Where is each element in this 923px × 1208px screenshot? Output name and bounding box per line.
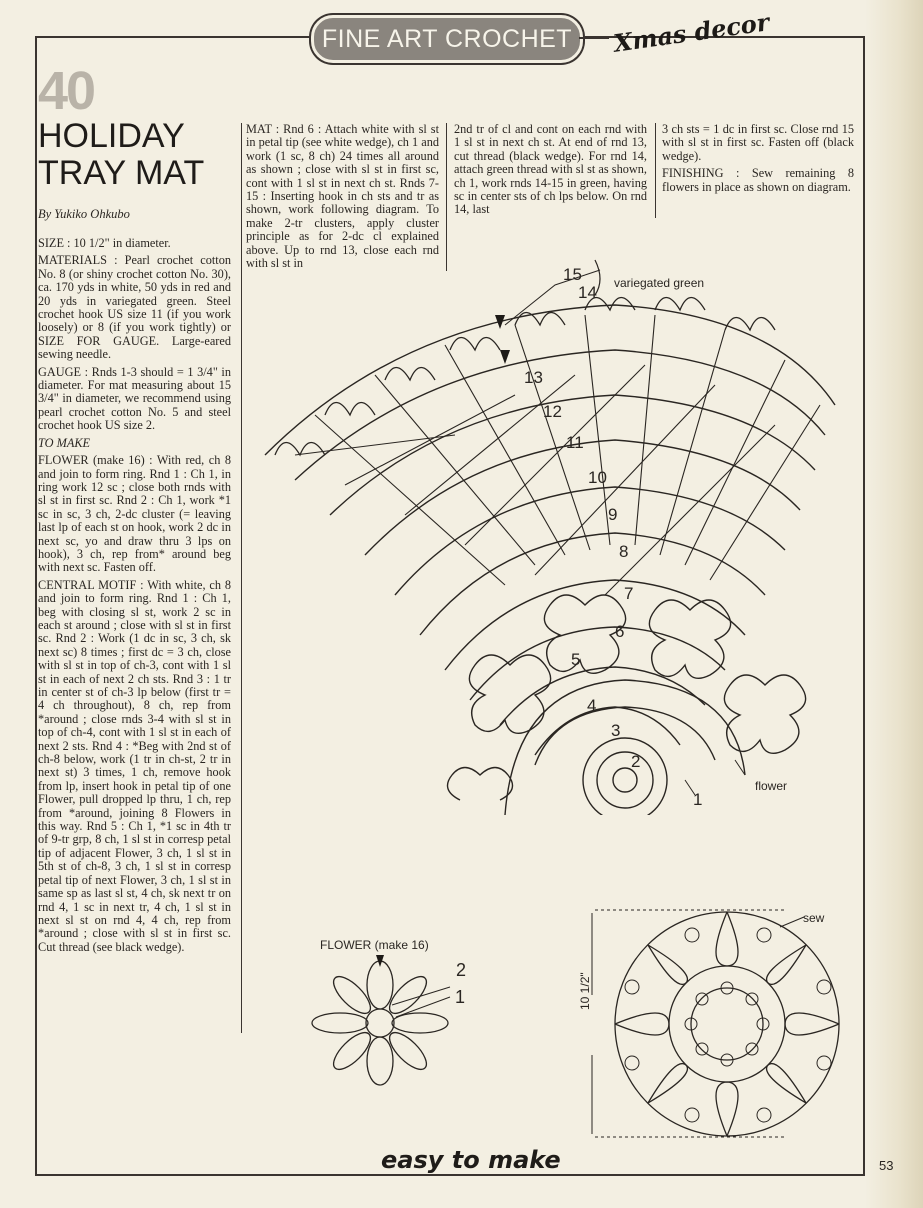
flower-round-1: 1 [455,987,466,1007]
instructions-column-3 [454,123,647,221]
flower-stitch-diagram [300,955,480,1095]
mat-paragraph: MAT : Rnd 6 : Attach white with sl st in petal tip (see white wedge), ch 1 and work (1 sc, 8 ch) 24 times all around as shown ; close with sl st in first sc, cont with 1 sl st in next ch st. Rnds 7-15 : Inserting hook in ch sts and tr as shown, work following diagram. To make 2-tr clusters, apply cluster principle as for 2-dc cl explained above. Up to rnd 13, close each rnd with sl st in [246,122,439,271]
round-label-10: 10 [588,468,607,487]
stitch-diagram [255,255,855,815]
round-label-11: 11 [566,433,584,452]
materials-paragraph: MATERIALS : Pearl crochet cotton No. 8 (or shiny crochet cotton No. 30), ca. 170 yds in white, 50 yds in red and 20 yds in variegated green. Steel crochet hook US size 11 (if you work loosely) or 8 (if you work tightly) or SIZE FOR GAUGE. Large-eared sewing needle. [38,253,231,362]
round-label-9: 9 [608,505,618,524]
gauge-paragraph: GAUGE : Rnds 1-3 should = 1 3/4" in diameter. For mat measuring about 15 3/4" in diameter, we recommend using pearl crochet cotton No. 5 and steel crochet hook US size 2. [38,364,231,433]
variegated-label: variegated green [614,276,705,290]
section-tag: Xmas decor [611,7,772,58]
finishing-paragraph: FINISHING : Sew remaining 8 flowers in place as shown on diagram. [662,166,854,194]
central-motif-paragraph: CENTRAL MOTIF : With white, ch 8 and join to form ring. Rnd 1 : Ch 1, beg with closing sl st, work 2 sc in each st around ; close with sl st in first sc. Rnd 2 : Work (1 dc in sc, 3 ch, sk next sc) 8 times ; first dc = 3 ch, close with sl st in top of ch-3, cont with 1 sl st in each of next 2 ch sts. Rnd 3 : 1 tr in center st of ch-3 lp below (first tr = 4 ch throughout), 8 ch, rep from *around ; close rnds 3-4 with sl st in top of ch-4, cont with 1 sl st in each of next 2 sts. Rnd 4 : *Beg with 2nd st of ch-8 below, work (1 tr in ch-st, 2 tr in next st) 3 times, 1 ch, remove hook from lp, insert hook in petal tip of one Flower, pull dropped lp thru, 1 ch, rep from *around, joining 8 Flowers in this way. Rnd 5 : Ch 1, *1 sc in 4th tr of 9-tr grp, 8 ch, 1 sl st in corresp petal tip of adjacent Flower, 3 ch, 1 sl st in 5th st of ch-8, 3 ch, 1 sl st in corresp petal tip of next Flower, 3 ch, 1 sl st in same sp as last sl st, 4 ch, sk next tr on rnd 4, 1 sc in next tr, 4 ch, 1 sl st in next sl st on rnd 4, 4 ch, rep from *around ; close with sl st in first sc. Cut thread (see black wedge). [38,577,231,954]
title-line-2: TRAY MAT [38,154,205,192]
section-header-label: FINE ART CROCHET [321,24,573,53]
easy-to-make-logo: easy to make [375,1146,567,1174]
flower-diagram-title: FLOWER (make 16) [320,938,429,952]
instructions-column-4 [662,123,854,198]
to-make-heading: TO MAKE [38,435,91,450]
flower-round-2: 2 [456,960,467,980]
title-line-1: HOLIDAY [38,117,185,155]
round-label-6: 6 [615,622,625,641]
diameter-label: 10 1/2" [578,972,592,1010]
round-label-5: 5 [571,650,581,669]
flower-label: flower [755,779,788,793]
column-divider-3 [655,123,656,218]
closing-paragraph: 3 ch sts = 1 dc in first sc. Close rnd 15 with sl st in first sc. Fasten off (black wedge). [662,122,854,163]
round-label-15: 15 [563,265,582,284]
mat-layout-diagram [580,905,850,1150]
round-label-3: 3 [611,721,621,740]
round-label-13: 13 [524,368,543,387]
byline: By Yukiko Ohkubo [38,207,130,221]
instructions-column-1 [38,237,231,958]
size-paragraph: SIZE : 10 1/2" in diameter. [38,236,171,250]
mat-continued-paragraph: 2nd tr of cl and cont on each rnd with 1 sl st in next ch st. At end of rnd 13, cut thread (black wedge). For rnd 14, attach green thread with sl st as shown, ch 1, work rnds 14-15 in green, having sc in center sts of ch lps below. On rnd 14, last [454,122,647,217]
instructions-column-2 [246,123,439,274]
round-label-2: 2 [631,752,641,771]
flower-paragraph: FLOWER (make 16) : With red, ch 8 and join to form ring. Rnd 1 : Ch 1, in ring work 12 sc ; close both rnds with sl st in first sc. Rnd 2 : Ch 1, work *1 sc in sc, 3 ch, 2-dc cluster (= leaving last lp of each st on hook, work 2 dc in next sc, yo and draw thru 3 lps on hook), 3 ch, rep from* around beg with next sc. Fasten off. [38,453,231,575]
page-edge-shadow [865,0,923,1208]
column-divider-2 [446,123,447,271]
round-label-1: 1 [693,790,703,809]
round-label-12: 12 [543,402,562,421]
page-number: 53 [879,1158,894,1173]
pattern-number: 40 [38,61,95,121]
sew-label: sew [803,911,825,925]
header-dash [579,37,609,39]
round-label-7: 7 [624,584,634,603]
round-label-14: 14 [578,283,597,302]
round-label-8: 8 [619,542,629,561]
section-header [311,15,583,63]
column-divider-1 [241,123,242,1033]
round-label-4: 4 [587,696,597,715]
page-title [38,118,204,192]
